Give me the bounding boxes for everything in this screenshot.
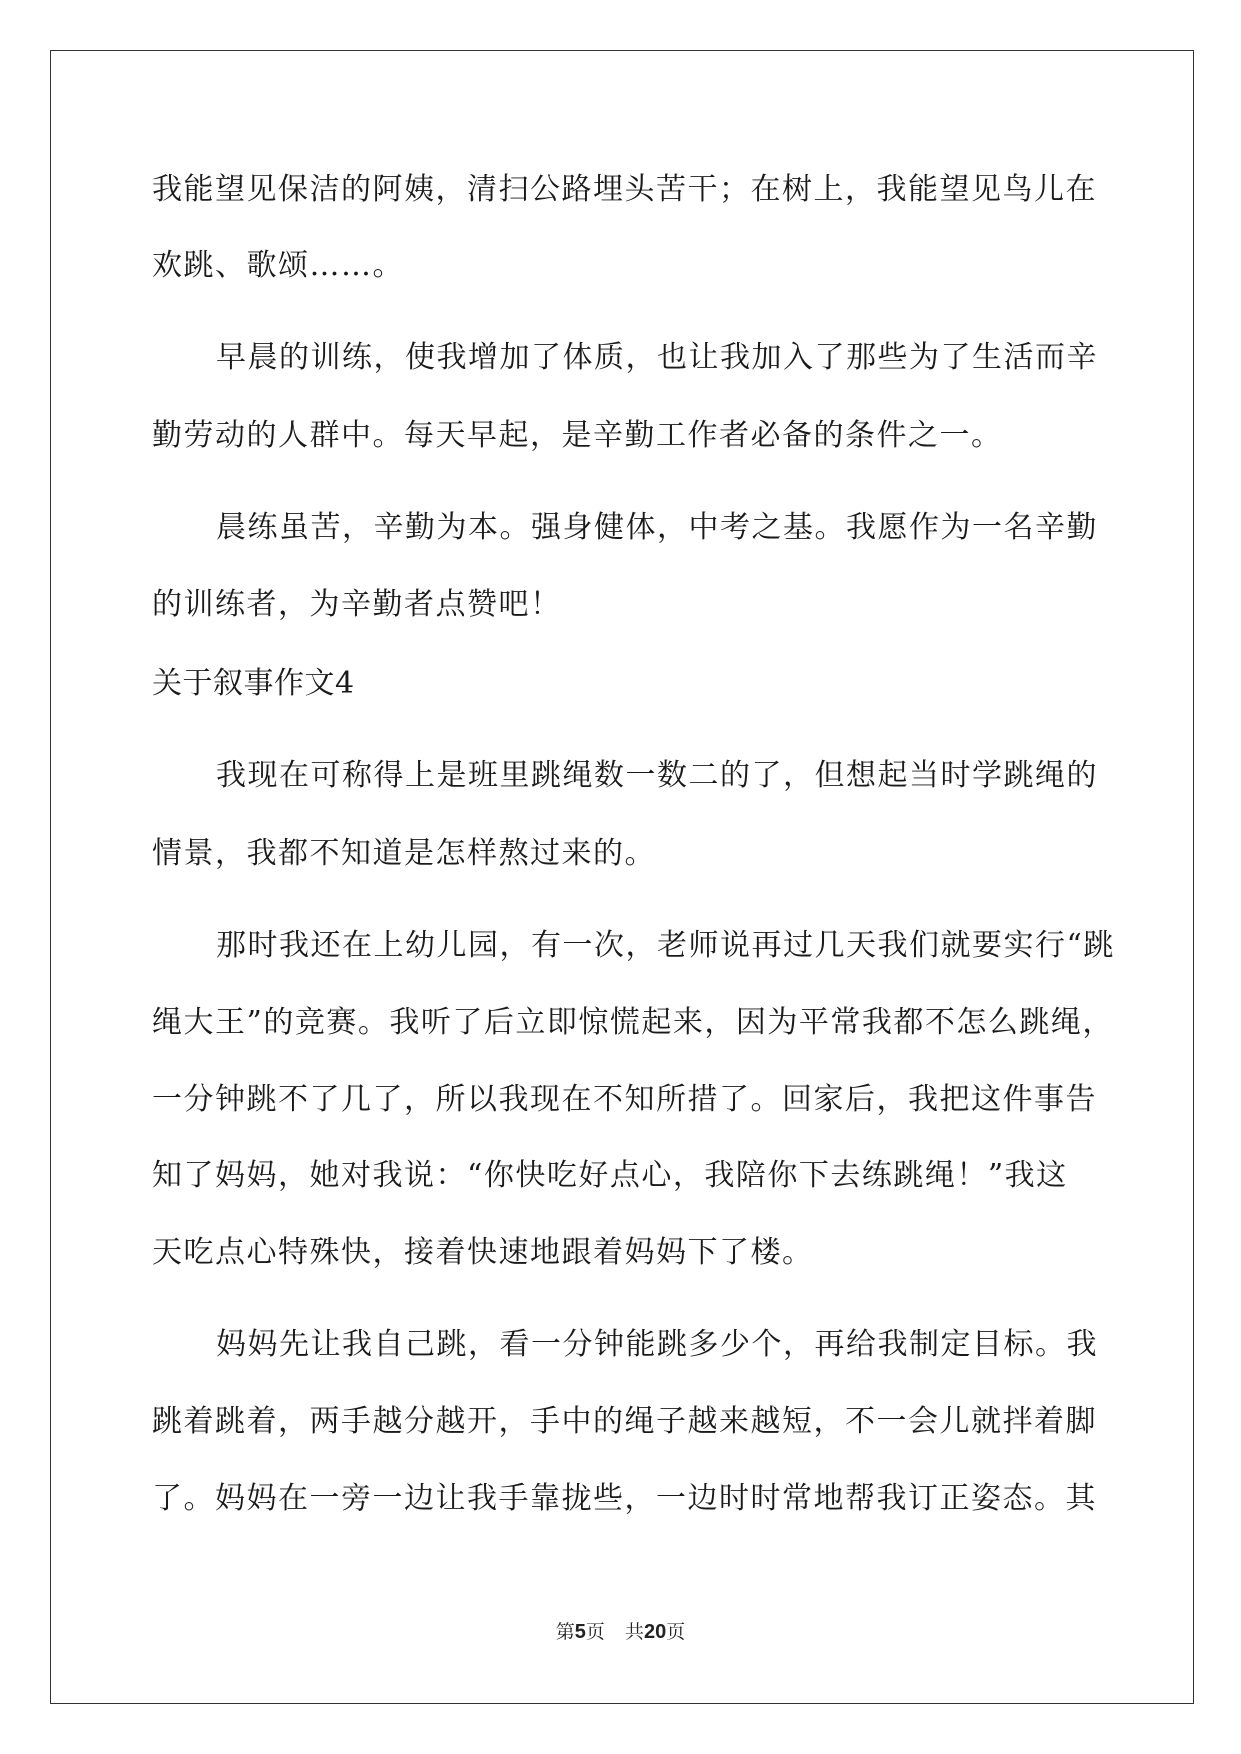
paragraph-line: 我现在可称得上是班里跳绳数一数二的了，但想起当时学跳绳的 (216, 758, 1098, 793)
body-line: 欢跳、歌颂……。 (152, 248, 404, 283)
total-suffix: 页 (666, 1621, 686, 1643)
body-line: 我能望见保洁的阿姨，清扫公路埋头苦干；在树上，我能望见鸟儿在 (152, 172, 1097, 207)
body-line: 一分钟跳不了几了，所以我现在不知所措了。回家后，我把这件事告 (152, 1082, 1097, 1117)
page-prefix: 第 (555, 1621, 575, 1643)
body-line: 情景，我都不知道是怎样熬过来的。 (152, 836, 656, 871)
total-pages: 20 (643, 1621, 667, 1643)
paragraph-line: 那时我还在上幼儿园，有一次，老师说再过几天我们就要实行“跳 (216, 928, 1115, 963)
total-prefix: 共 (624, 1621, 644, 1643)
paragraph-line: 早晨的训练，使我增加了体质，也让我加入了那些为了生活而辛 (216, 340, 1098, 375)
body-line: 绳大王”的竞赛。我听了后立即惊慌起来，因为平常我都不怎么跳绳， (152, 1005, 1114, 1040)
page-border (50, 50, 1194, 1704)
body-line: 跳着跳着，两手越分越开，手中的绳子越来越短，不一会儿就拌着脚 (152, 1404, 1097, 1439)
page-suffix: 页 (585, 1621, 605, 1643)
body-line: 了。妈妈在一旁一边让我手靠拢些，一边时时常地帮我订正姿态。其 (152, 1481, 1097, 1516)
page-footer (0, 1620, 1241, 1644)
paragraph-line: 晨练虽苦，辛勤为本。强身健体，中考之基。我愿作为一名辛勤 (216, 510, 1098, 545)
body-line: 的训练者，为辛勤者点赞吧！ (152, 587, 562, 622)
section-heading: 关于叙事作文4 (152, 666, 355, 701)
body-line: 天吃点心特殊快，接着快速地跟着妈妈下了楼。 (152, 1235, 814, 1270)
paragraph-line: 妈妈先让我自己跳，看一分钟能跳多少个，再给我制定目标。我 (216, 1327, 1098, 1362)
body-line: 勤劳动的人群中。每天早起，是辛勤工作者必备的条件之一。 (152, 418, 1003, 453)
page-number: 5 (574, 1621, 586, 1643)
body-line: 知了妈妈，她对我说：“你快吃好点心，我陪你下去练跳绳！”我这 (152, 1158, 1068, 1193)
